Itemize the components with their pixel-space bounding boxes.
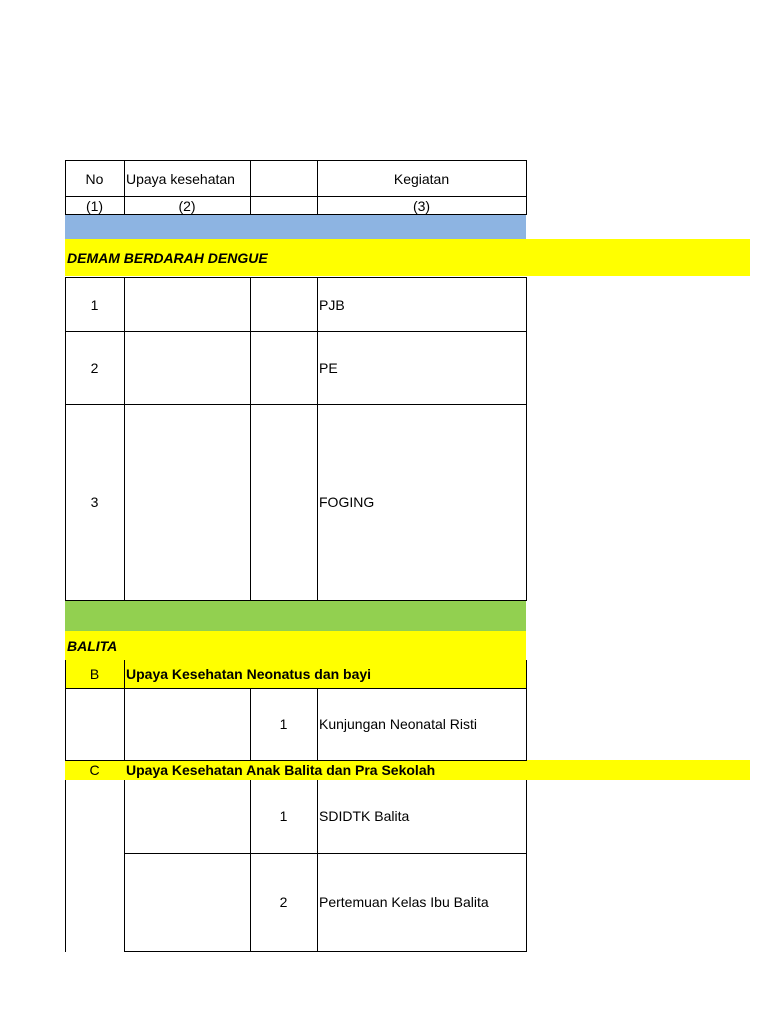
b-row-1-num: 1 <box>279 716 288 732</box>
c-row-1-num: 1 <box>279 808 288 824</box>
dbd-row-3-kegiatan: FOGING <box>319 494 375 510</box>
c-row-2-kegiatan: Pertemuan Kelas Ibu Balita <box>319 894 489 910</box>
balita-section-row <box>65 631 526 660</box>
section-title-balita: BALITA <box>67 638 118 654</box>
dbd-row-1-kegiatan: PJB <box>319 297 345 313</box>
header-upaya-kesehatan: Upaya kesehatan <box>126 171 235 187</box>
c-row-1-kegiatan: SDIDTK Balita <box>319 808 410 824</box>
blue-band-row <box>65 215 526 239</box>
header-no: No <box>85 171 104 187</box>
subheader-col-3: (3) <box>412 198 431 214</box>
dbd-row-3-no: 3 <box>90 494 99 510</box>
b-row-1-kegiatan: Kunjungan Neonatal Risti <box>319 716 477 732</box>
subheader-col-1: (1) <box>85 198 104 214</box>
dbd-row-2-kegiatan: PE <box>319 360 338 376</box>
subheader-col-2: (2) <box>178 198 196 214</box>
subsection-b-title: Upaya Kesehatan Neonatus dan bayi <box>126 666 372 682</box>
green-band-row <box>65 601 526 631</box>
section-title-dbd: DEMAM BERDARAH DENGUE <box>67 250 268 266</box>
dbd-row-1-no: 1 <box>90 297 99 313</box>
subsection-c-title: Upaya Kesehatan Anak Balita dan Pra Sekolah <box>126 762 436 778</box>
header-kegiatan: Kegiatan <box>393 171 450 187</box>
dbd-row-2-no: 2 <box>90 360 99 376</box>
subsection-c-code: C <box>89 762 100 778</box>
subsection-b-code: B <box>89 666 100 682</box>
c-row-2-num: 2 <box>279 894 288 910</box>
